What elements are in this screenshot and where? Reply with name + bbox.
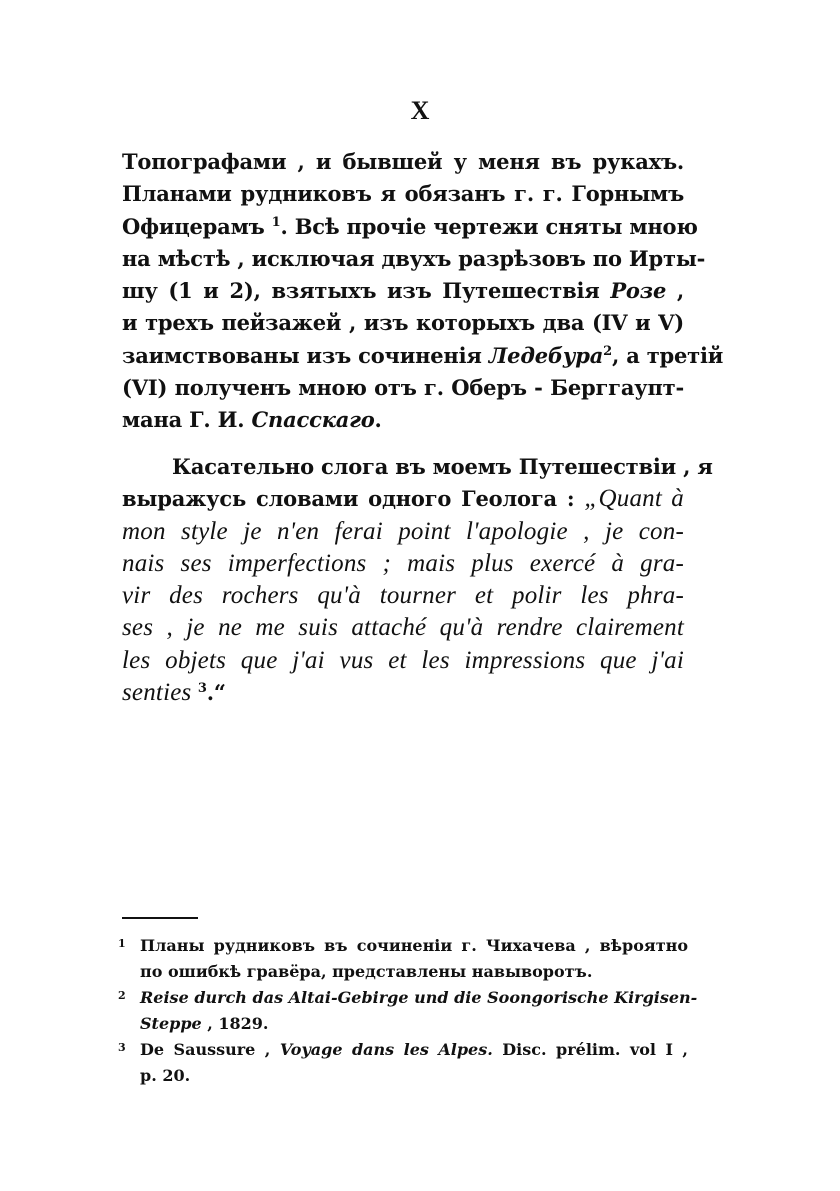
author-name-ledebur: Ледебура (488, 342, 604, 368)
footnote-3 (118, 1037, 688, 1089)
footnote-line: по ошибкѣ гравёра, представлены навыворотъ. (140, 962, 593, 981)
french-quote-line: mon style je n'en ferai point l'apologie , je con- (122, 517, 684, 545)
footnote-ref-3: 3 (197, 681, 207, 697)
french-quote-line: ses , je ne me suis attaché qu'à rendre clairement (122, 614, 684, 642)
text-line (122, 307, 684, 339)
footnote-divider (122, 917, 198, 919)
french-quote-line: les objets que j'ai vus et les impressions que j'ai (122, 646, 684, 674)
text-span: (VI) полученъ мною отъ г. Оберъ - Берггаупт- (122, 375, 684, 401)
footnote-line: p. 20. (140, 1066, 191, 1085)
footnote-text: Disc. prélim. vol I , (492, 1040, 689, 1059)
text-span: , (666, 278, 684, 304)
text-span: .“ (206, 680, 226, 706)
text-line (122, 211, 698, 243)
page-number: X (410, 96, 430, 125)
text-span: Топографами , и бывшей у меня въ рукахъ. (122, 149, 684, 174)
footnote-1 (118, 933, 688, 985)
text-span: , а третій (611, 342, 724, 368)
text-span: и трехъ пейзажей , изъ которыхъ два (IV и V) (122, 310, 684, 336)
text-line (122, 275, 684, 307)
paragraph-1 (122, 146, 724, 437)
footnote-ref-1: 1 (271, 214, 281, 230)
footnote-mark: 3 (118, 1041, 126, 1054)
text-line (122, 483, 684, 515)
text-line (122, 243, 706, 275)
text-span: мана Г. И. (122, 407, 252, 433)
text-line (122, 146, 684, 178)
footnote-ref-2: 2 (603, 343, 612, 359)
footnote-line (140, 1037, 688, 1063)
text-line (122, 677, 684, 709)
french-quote: „Quant à (584, 485, 684, 513)
text-span: Касательно слога въ моемъ Путешествіи , я (172, 454, 713, 479)
text-line (122, 178, 684, 210)
text-span: . Всѣ прочіе чертежи сняты мною (280, 213, 698, 239)
footnotes (118, 933, 698, 1089)
french-quote: senties (122, 679, 198, 707)
footnote-text: , 1829. (201, 1014, 269, 1033)
text-line (122, 372, 684, 404)
text-span: Планами рудниковъ я обязанъ г. г. Горнымъ (122, 181, 684, 207)
text-span: заимствованы изъ сочиненія (122, 342, 489, 368)
text-span: выражусь словами одного Геолога : (122, 486, 585, 512)
footnote-mark: 1 (118, 937, 126, 950)
footnote-line: Планы рудниковъ въ сочиненіи г. Чихачева , вѣроятно (140, 936, 688, 955)
footnote-italic: Voyage dans les Alpes. (279, 1040, 493, 1059)
french-quote-line: nais ses imperfections ; mais plus exercé à gra- (122, 549, 684, 577)
footnote-line (140, 1011, 688, 1037)
author-name-roze: Розе (610, 278, 667, 304)
text-span: Офицерамъ (122, 213, 272, 239)
text-line (122, 451, 713, 483)
footnote-italic: Steppe (140, 1014, 202, 1033)
text-span: . (374, 407, 382, 433)
footnote-text: De Saussure , (140, 1040, 280, 1059)
footnote-line: Reise durch das Altai-Gebirge und die Soongorische Kirgisen- (140, 988, 698, 1007)
footnote-mark: 2 (118, 989, 126, 1002)
paragraph-2 (122, 451, 713, 709)
text-line (122, 340, 724, 372)
author-name-spassky: Спасскаго (251, 407, 375, 433)
text-line (122, 404, 684, 436)
french-quote-line: vir des rochers qu'à tourner et polir les phra- (122, 582, 684, 610)
text-span: на мѣстѣ , исключая двухъ разрѣзовъ по Ирты- (122, 245, 706, 271)
footnote-2 (118, 985, 698, 1037)
text-span: шу (1 и 2), взятыхъ изъ Путешествія (122, 278, 611, 304)
